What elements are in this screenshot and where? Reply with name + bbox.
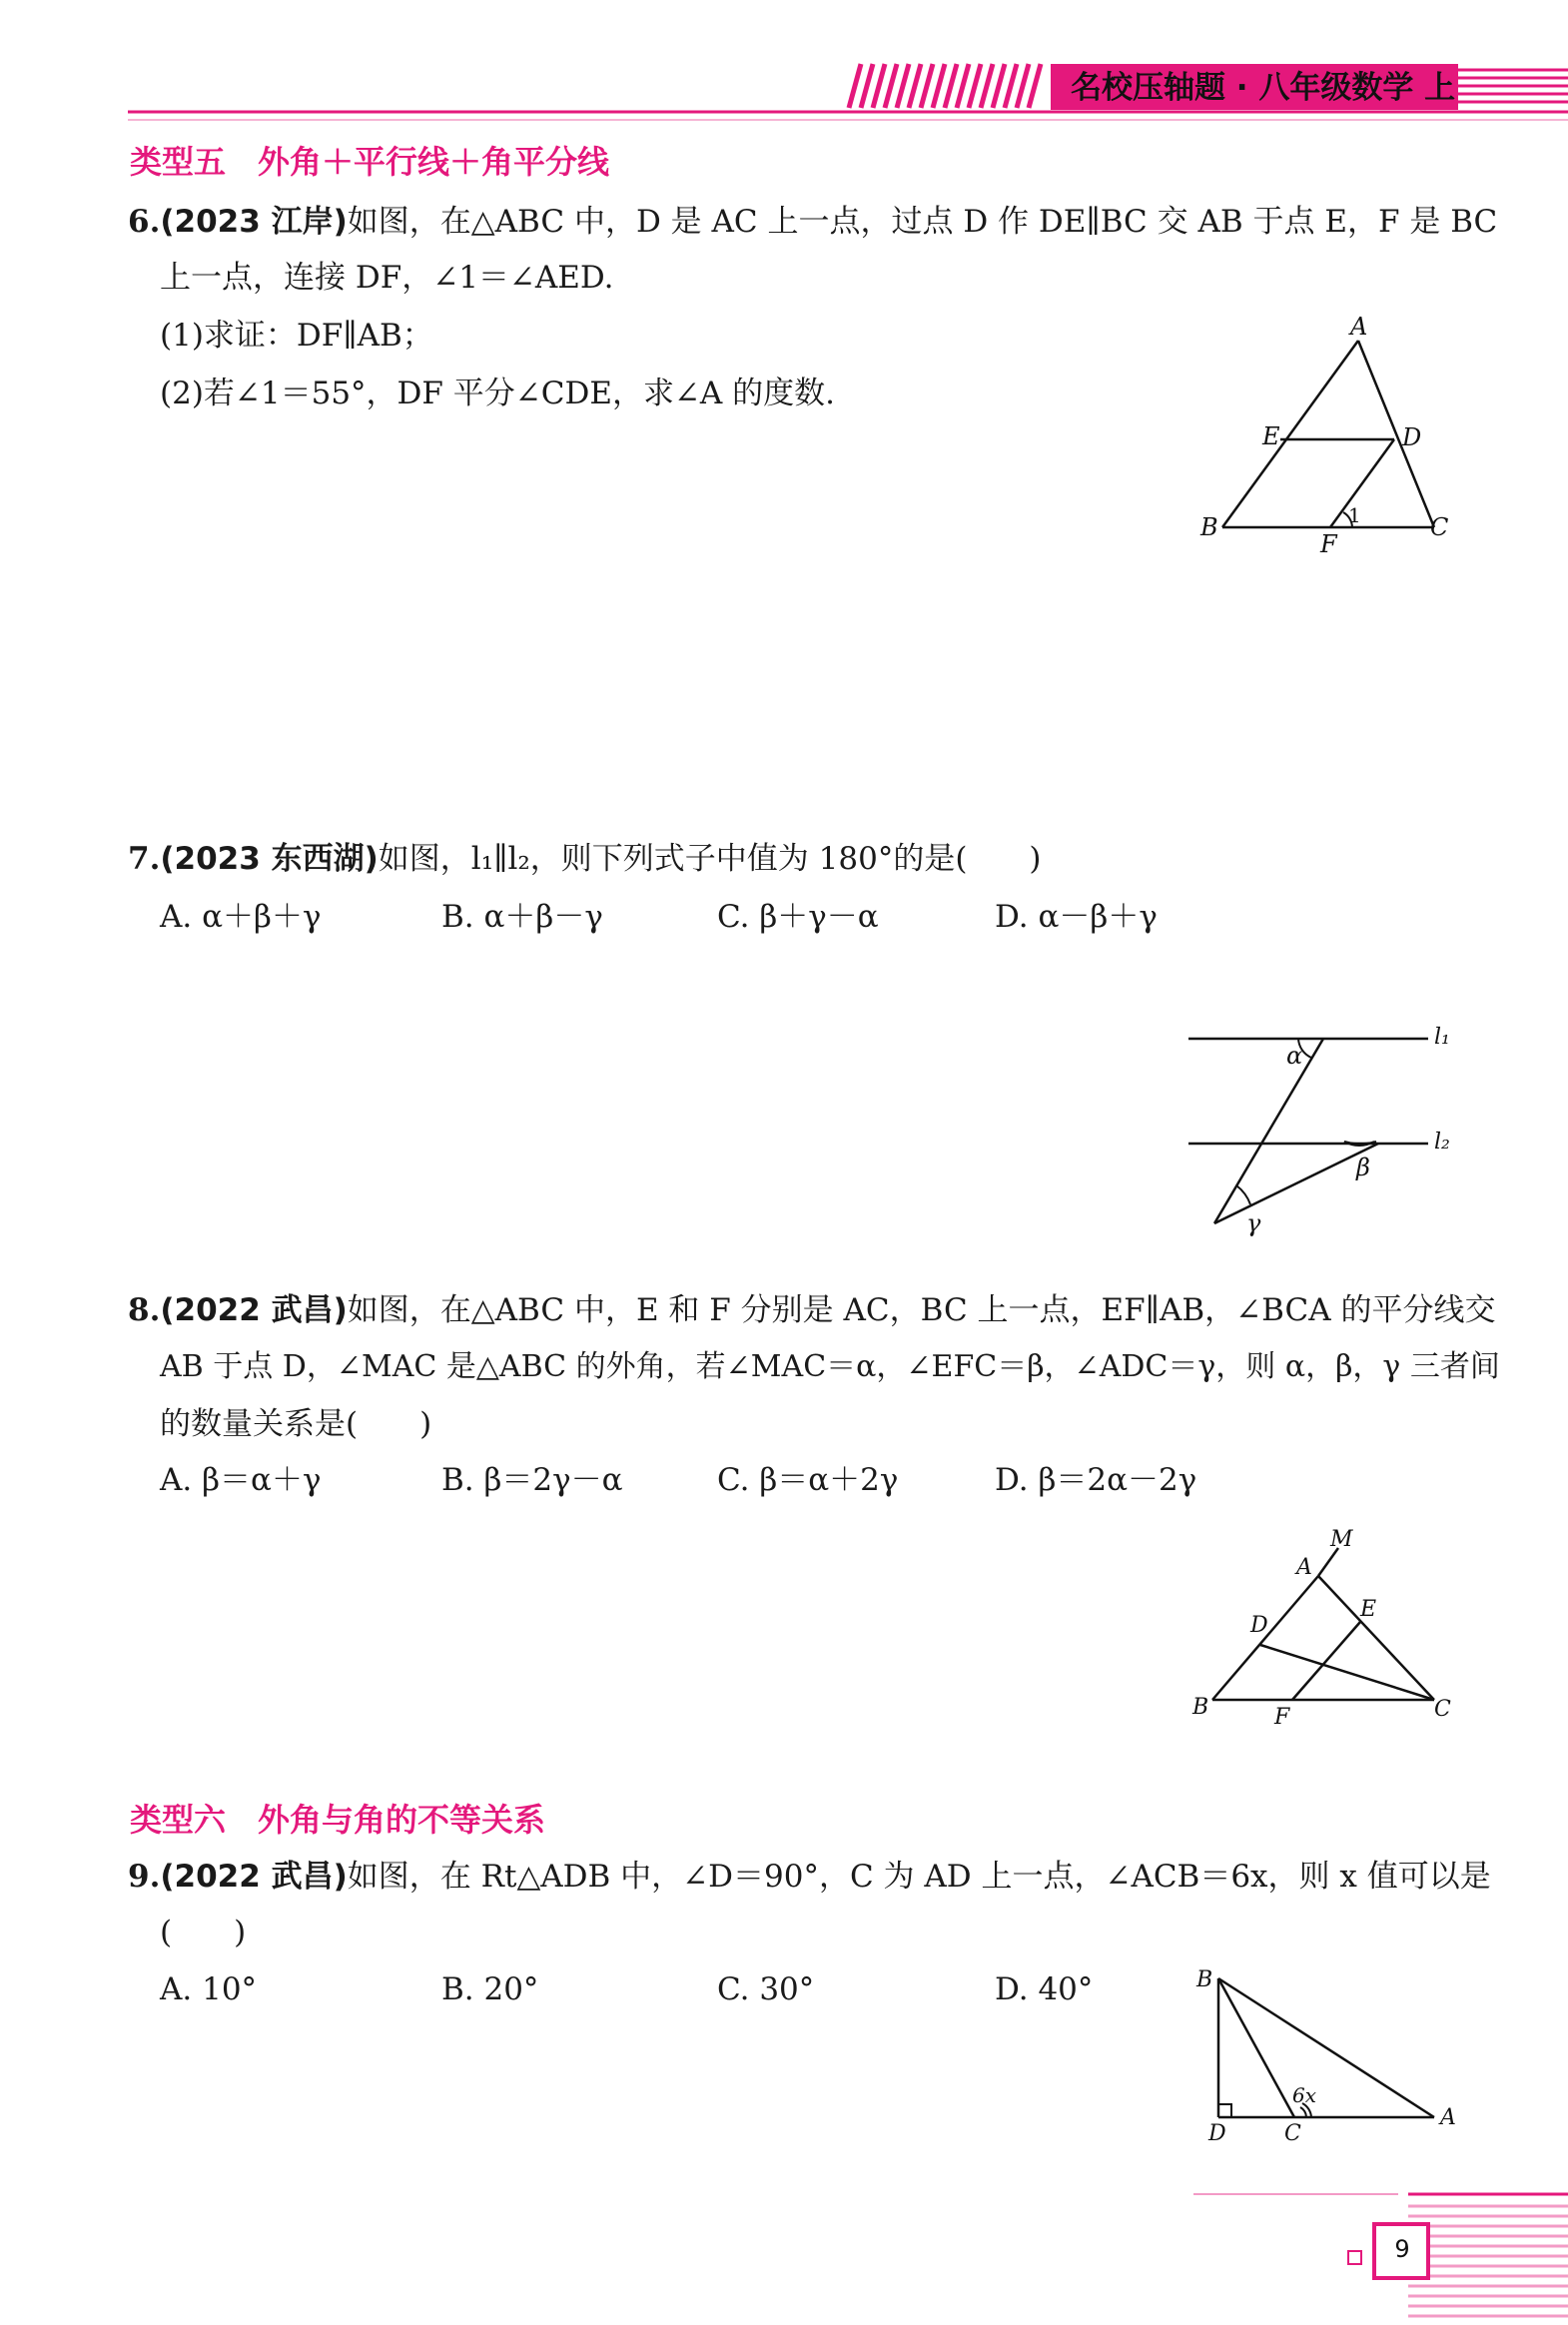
header-decoration — [0, 0, 1568, 130]
figure-q7 — [1178, 1014, 1478, 1238]
page-number: 9 — [1394, 2235, 1410, 2263]
label-E: E — [1360, 1597, 1377, 1622]
figure-q8 — [1188, 1528, 1478, 1728]
question-text: 如图，在△ABC 中，D 是 AC 上一点，过点 D 作 DE∥BC 交 AB 于点 E，F 是 BC — [347, 204, 1498, 240]
angle-beta-label: β — [1356, 1154, 1370, 1181]
figure-q6 — [1188, 315, 1478, 564]
question-9-line2: ( ) — [160, 1915, 247, 1950]
question-8-line3: 的数量关系是( ) — [160, 1406, 432, 1442]
label-B: B — [1200, 513, 1218, 541]
question-number: 8. — [128, 1292, 161, 1328]
question-9-line1 — [128, 1855, 1491, 1899]
question-6-line1 — [128, 200, 1497, 244]
option-a: A. β＝α＋γ — [160, 1462, 322, 1498]
question-text: 如图，在△ABC 中，E 和 F 分别是 AC，BC 上一点，EF∥AB，∠BCA 的平分线交 — [347, 1292, 1496, 1328]
question-text: 如图，在 Rt△ADB 中，∠D＝90°，C 为 AD 上一点，∠ACB＝6x，则 x 值可以是 — [347, 1859, 1491, 1895]
question-source: (2023 东西湖) — [160, 841, 379, 877]
option-a: A. 10° — [160, 1971, 258, 2007]
option-c: C. β＝α＋2γ — [717, 1462, 899, 1498]
question-number: 7. — [128, 841, 161, 877]
section-title-6: 类型六 外角与角的不等关系 — [130, 1801, 546, 1839]
option-d: D. α－β＋γ — [995, 899, 1158, 935]
option-c: C. 30° — [717, 1971, 815, 2007]
label-D: D — [1250, 1613, 1268, 1638]
label-B: B — [1196, 1967, 1213, 1992]
question-number: 9. — [128, 1859, 161, 1895]
header-title: 名校压轴题 · 八年级数学 上 — [1071, 70, 1456, 106]
page-header — [0, 0, 1568, 130]
angle-alpha-label: α — [1286, 1042, 1303, 1070]
question-8-line1 — [128, 1288, 1495, 1332]
label-M: M — [1330, 1528, 1353, 1552]
label-B: B — [1192, 1695, 1209, 1720]
label-F: F — [1274, 1705, 1290, 1728]
angle-6x-label: 6x — [1292, 2083, 1317, 2107]
question-6-line2: 上一点，连接 DF，∠1＝∠AED. — [160, 260, 614, 296]
question-8-line2: AB 于点 D，∠MAC 是△ABC 的外角，若∠MAC＝α，∠EFC＝β，∠ADC＝γ，则 α，β，γ 三者间 — [160, 1349, 1500, 1384]
label-A: A — [1296, 1555, 1312, 1580]
line-l1-label: l₁ — [1434, 1025, 1450, 1050]
option-b: B. 20° — [441, 1971, 539, 2007]
angle-1-label: 1 — [1348, 503, 1361, 527]
option-a: A. α＋β＋γ — [160, 899, 322, 935]
option-d: D. β＝2α－2γ — [995, 1462, 1197, 1498]
figure-q9 — [1188, 1962, 1478, 2147]
option-b: B. β＝2γ－α — [441, 1462, 623, 1498]
section-title-5: 类型五 外角＋平行线＋角平分线 — [130, 143, 610, 181]
label-D: D — [1208, 2121, 1226, 2146]
line-l2-label: l₂ — [1434, 1130, 1450, 1155]
question-source: (2022 武昌) — [160, 1292, 348, 1328]
label-E: E — [1262, 422, 1280, 450]
question-6-part1: (1)求证：DF∥AB； — [160, 318, 433, 354]
label-C: C — [1284, 2121, 1301, 2146]
label-C: C — [1434, 1697, 1451, 1722]
question-7-stem — [128, 837, 1042, 881]
label-F: F — [1320, 530, 1337, 558]
label-D: D — [1402, 423, 1422, 451]
label-A: A — [1350, 315, 1368, 341]
question-source: (2022 武昌) — [160, 1859, 348, 1895]
option-b: B. α＋β－γ — [441, 899, 603, 935]
option-d: D. 40° — [995, 1971, 1094, 2007]
question-source: (2023 江岸) — [160, 204, 348, 240]
question-text: 如图，l₁∥l₂，则下列式子中值为 180°的是( ) — [378, 841, 1042, 877]
label-C: C — [1430, 513, 1449, 541]
label-A: A — [1440, 2105, 1456, 2130]
footer-decoration — [0, 2182, 1568, 2325]
option-c: C. β＋γ－α — [717, 899, 879, 935]
question-number: 6. — [128, 204, 161, 240]
question-6-part2: (2)若∠1＝55°，DF 平分∠CDE，求∠A 的度数. — [160, 376, 836, 411]
angle-gamma-label: γ — [1246, 1209, 1261, 1237]
